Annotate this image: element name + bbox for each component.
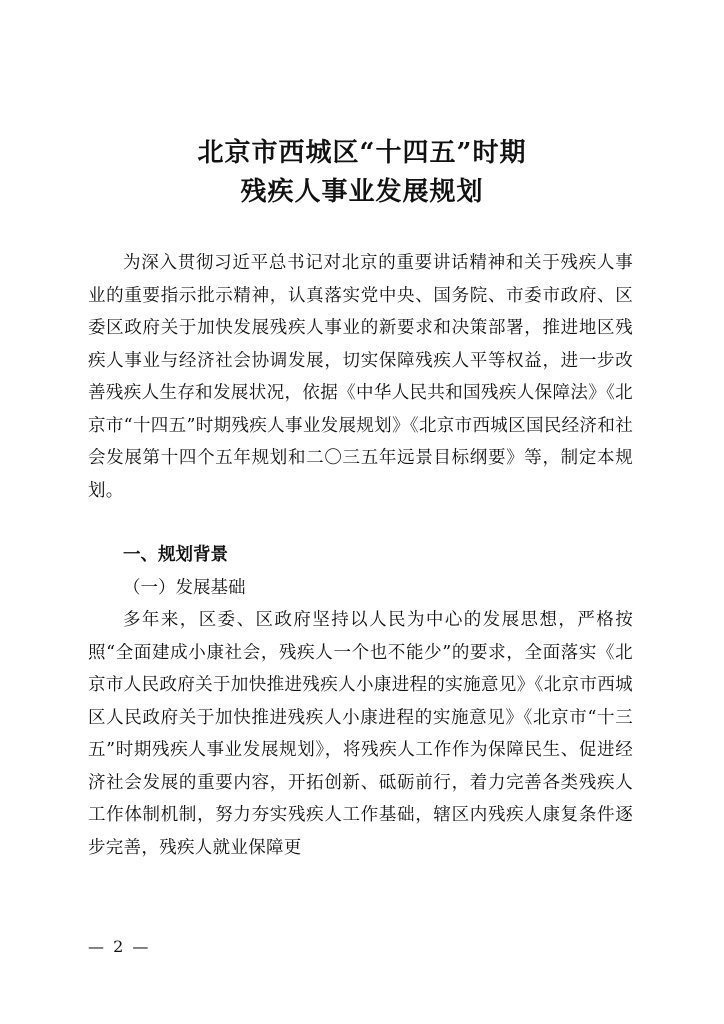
section-heading: 一、规划背景 xyxy=(123,545,228,565)
document-title-line1: 北京市西城区“十四五”时期 xyxy=(197,138,527,168)
body-paragraph: 多年来，区委、区政府坚持以人民为中心的发展思想，严格按照“全面建成小康社会，残疾人一个也不能少”的要求，全面落实《北京市人民政府关于加快推进残疾人小康进程的实施意见》《北京市西城区人民政府关于加快推进残疾人小康进程的实施意见》《北京市“十三五”时期残疾人事业发展规划》，将残疾人工作作为保障民生、促进经济社会发展的重要内容，开拓创新、砥砺前行，着力完善各类残疾人工作体制机制，努力夯实残疾人工作基础，辖区内残疾人康复条件逐步完善，残疾人就业保障更 xyxy=(88,610,633,858)
document-title-line2: 残疾人事业发展规划 xyxy=(240,177,484,207)
intro-paragraph-container xyxy=(88,247,633,507)
page-number: — 2 — xyxy=(88,937,151,956)
intro-paragraph: 为深入贯彻习近平总书记对北京的重要讲话精神和关于残疾人事业的重要指示批示精神，认真落实党中央、国务院、市委市政府、区委区政府关于加快发展残疾人事业的新要求和决策部署，推进地区残疾人事业与经济社会协调发展，切实保障残疾人平等权益，进一步改善残疾人生存和发展状况，依据《中华人民共和国残疾人保障法》《北京市“十四五”时期残疾人事业发展规划》《北京市西城区国民经济和社会发展第十四个五年规划和二〇三五年远景目标纲要》等，制定本规划。 xyxy=(88,253,633,501)
subsection-heading: （一）发展基础 xyxy=(123,578,246,598)
body-paragraph-container xyxy=(88,604,633,864)
